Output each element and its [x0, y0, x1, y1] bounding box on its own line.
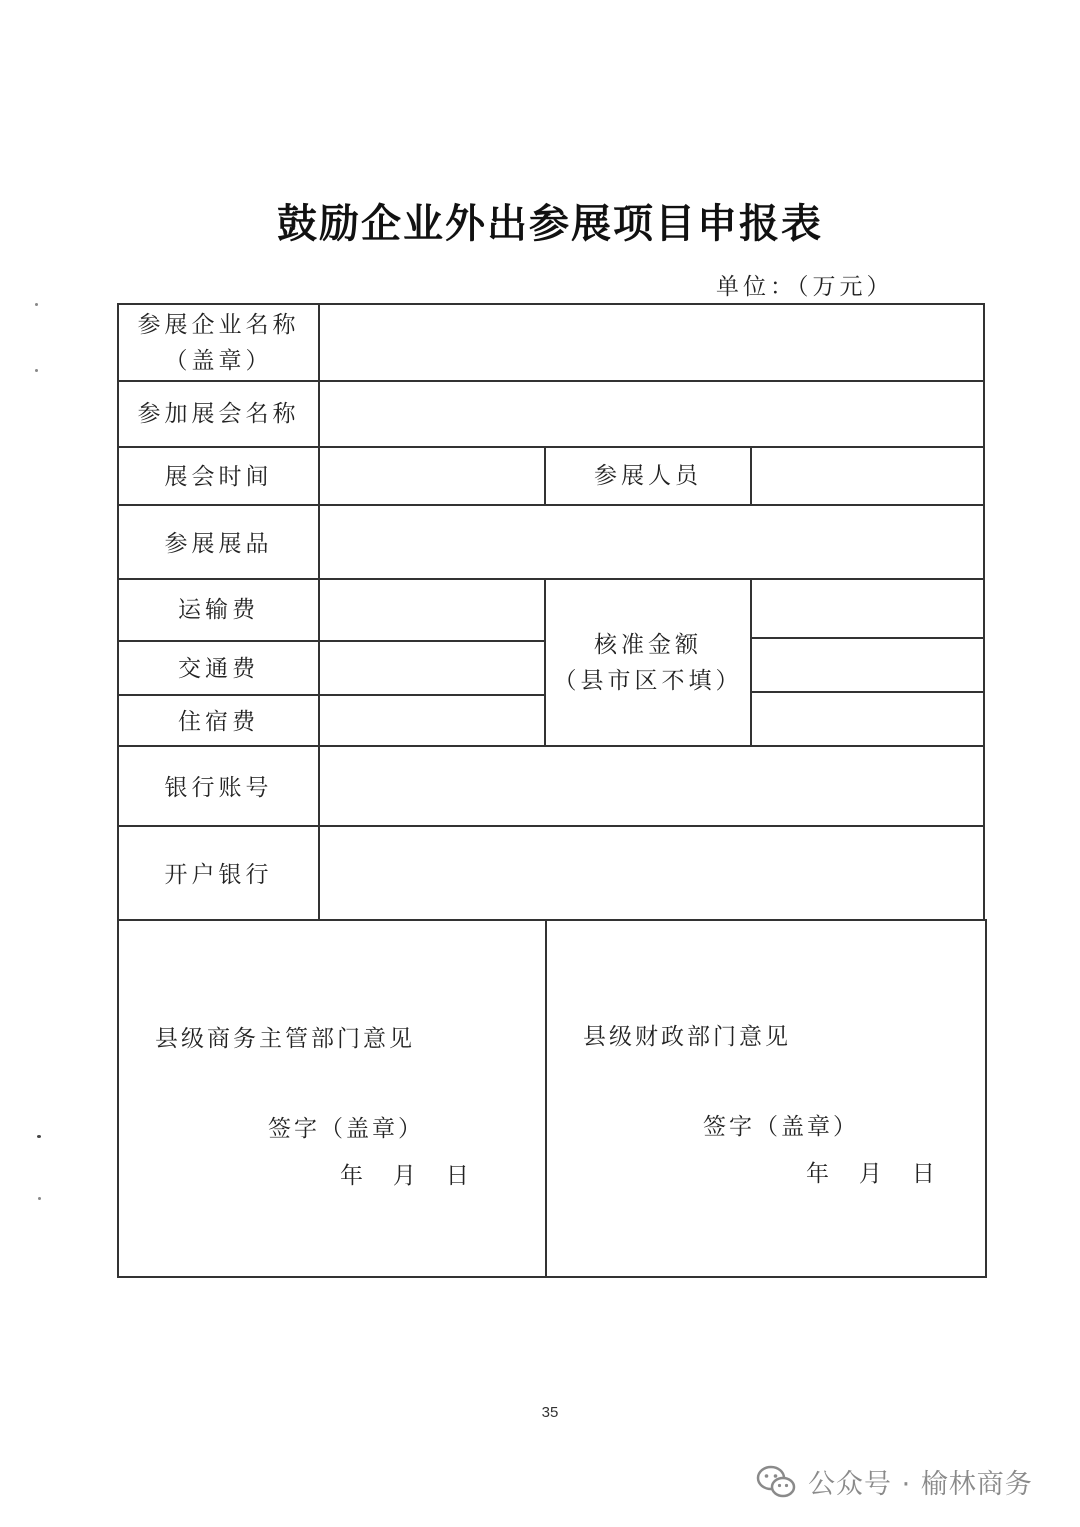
accommodation-fee-field[interactable]: [320, 696, 544, 745]
approved-amount-note: （县市区不填）: [553, 667, 743, 694]
finance-opinion-title: 县级财政部门意见: [583, 1024, 791, 1050]
commerce-opinion-title: 县级商务主管部门意见: [155, 1026, 415, 1052]
watermark-text: 公众号 · 榆林商务: [808, 1469, 1033, 1500]
approved-amount-label-text: 核准金额: [594, 631, 702, 658]
watermark: [756, 1462, 1033, 1501]
finance-signature-label: 签字（盖章）: [703, 1114, 859, 1140]
form-title: 鼓励企业外出参展项目申报表: [277, 200, 823, 247]
wechat-icon: [756, 1465, 796, 1499]
company-seal-note: （盖章）: [164, 347, 273, 374]
participants-field[interactable]: [752, 448, 983, 504]
finance-date-label: 年 月 日: [806, 1161, 937, 1187]
company-name-field[interactable]: [320, 305, 983, 380]
approved-transport-field[interactable]: [752, 580, 983, 637]
commerce-opinion-section[interactable]: [119, 921, 545, 1276]
transport-fee-field[interactable]: [320, 580, 544, 640]
bank-name-field[interactable]: [320, 827, 983, 919]
travel-fee-label: 交通费: [178, 656, 259, 682]
transport-fee-label: 运输费: [178, 597, 259, 623]
scan-speck: [37, 1135, 41, 1138]
bank-account-field[interactable]: [320, 747, 983, 825]
commerce-signature-label: 签字（盖章）: [268, 1116, 424, 1142]
table-border-bottom: [117, 1276, 986, 1278]
approved-accommodation-field[interactable]: [752, 693, 983, 745]
exhibits-field[interactable]: [320, 506, 983, 578]
scan-speck: [35, 369, 38, 372]
exhibition-time-field[interactable]: [320, 448, 544, 504]
travel-fee-field[interactable]: [320, 642, 544, 694]
exhibition-name-label: 参加展会名称: [137, 401, 300, 427]
bank-account-label: 银行账号: [164, 775, 273, 801]
page-number: 35: [541, 1404, 559, 1421]
table-border-right: [983, 303, 985, 921]
approved-amount-label: [546, 580, 750, 745]
commerce-date-label: 年 月 日: [340, 1163, 471, 1189]
company-name-label: [119, 305, 318, 380]
participants-label: 参展人员: [594, 463, 702, 489]
table-border-right: [985, 919, 987, 1278]
exhibits-label: 参展展品: [164, 531, 273, 557]
accommodation-fee-label: 住宿费: [178, 708, 259, 735]
exhibition-name-field[interactable]: [320, 382, 983, 446]
company-name-label-text: 参展企业名称: [137, 311, 300, 338]
scan-speck: [38, 1197, 41, 1200]
unit-label: 单位：（万元）: [716, 274, 894, 300]
scan-speck: [35, 303, 38, 306]
exhibition-time-label: 展会时间: [164, 464, 273, 490]
bank-name-label: 开户银行: [164, 862, 273, 888]
finance-opinion-section[interactable]: [547, 921, 985, 1276]
approved-travel-field[interactable]: [752, 639, 983, 691]
